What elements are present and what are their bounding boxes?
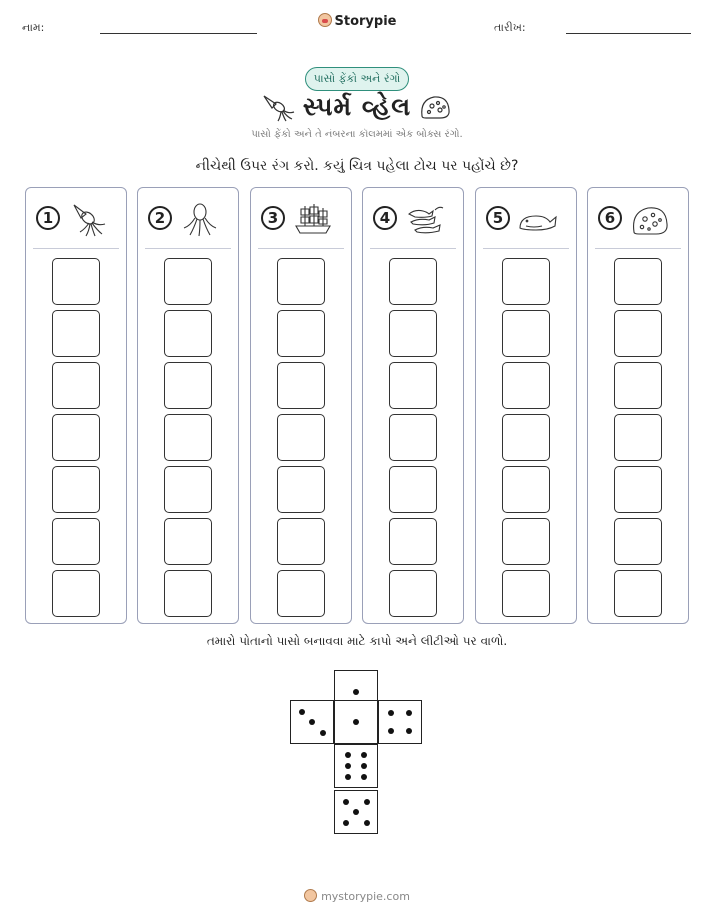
column-1: [25, 187, 127, 624]
footer: [0, 889, 714, 903]
column-header: [36, 202, 118, 238]
die-pip: [353, 719, 359, 725]
octopus-icon: [180, 202, 220, 238]
die-face-center: [334, 700, 378, 744]
column-2: [137, 187, 239, 624]
column-divider: [33, 248, 119, 249]
color-box[interactable]: [502, 414, 550, 461]
color-box[interactable]: [389, 258, 437, 305]
column-number: 2: [148, 206, 172, 230]
die-pip: [345, 774, 351, 780]
color-box[interactable]: [164, 362, 212, 409]
die-pip: [345, 763, 351, 769]
die-face-right: [378, 700, 422, 744]
die-face-below-center: [334, 744, 378, 788]
activity-badge: પાસો ફેંકો અને રંગો: [305, 67, 409, 91]
die-pip: [406, 728, 412, 734]
die-pip: [361, 774, 367, 780]
brand-logo: [0, 13, 714, 29]
column-divider: [370, 248, 456, 249]
sperm-whale-icon: [518, 202, 558, 238]
die-pip: [364, 799, 370, 805]
die-pip: [353, 689, 359, 695]
color-box[interactable]: [502, 570, 550, 617]
column-header: [373, 202, 455, 238]
die-pip: [299, 709, 305, 715]
die-pip: [361, 752, 367, 758]
column-number: 4: [373, 206, 397, 230]
column-number: 6: [598, 206, 622, 230]
color-box[interactable]: [389, 414, 437, 461]
color-box[interactable]: [502, 258, 550, 305]
color-box[interactable]: [614, 414, 662, 461]
worksheet-title: સ્પર્મ વ્હેલ: [302, 92, 412, 121]
die-pip: [309, 719, 315, 725]
color-box[interactable]: [389, 570, 437, 617]
color-box[interactable]: [277, 466, 325, 513]
color-box[interactable]: [277, 362, 325, 409]
color-box[interactable]: [52, 414, 100, 461]
color-box[interactable]: [277, 518, 325, 565]
color-box[interactable]: [614, 310, 662, 357]
color-box[interactable]: [164, 258, 212, 305]
whale-pod-icon: [405, 202, 445, 238]
column-divider: [258, 248, 344, 249]
column-4: [362, 187, 464, 624]
column-header: [598, 202, 680, 238]
ambergris-icon: [418, 92, 452, 126]
die-pip: [406, 710, 412, 716]
footer-url[interactable]: mystorypie.com: [321, 890, 410, 903]
die-face-bottom: [334, 790, 378, 834]
column-header: [261, 202, 343, 238]
color-box[interactable]: [389, 310, 437, 357]
column-divider: [483, 248, 569, 249]
column-divider: [595, 248, 681, 249]
bear-icon: [304, 889, 317, 902]
die-pip: [320, 730, 326, 736]
color-box[interactable]: [277, 310, 325, 357]
color-box[interactable]: [502, 362, 550, 409]
color-box[interactable]: [164, 570, 212, 617]
column-number: 5: [486, 206, 510, 230]
die-pip: [388, 710, 394, 716]
bear-icon: [318, 13, 332, 27]
squid-icon: [68, 202, 108, 238]
color-box[interactable]: [52, 362, 100, 409]
die-face-left: [290, 700, 334, 744]
color-box[interactable]: [52, 570, 100, 617]
die-pip: [343, 820, 349, 826]
color-box[interactable]: [389, 518, 437, 565]
color-box[interactable]: [614, 570, 662, 617]
die-pip: [345, 752, 351, 758]
color-box[interactable]: [502, 518, 550, 565]
die-pip: [361, 763, 367, 769]
name-line[interactable]: [100, 33, 257, 34]
brand-name: Storypie: [334, 14, 397, 29]
color-box[interactable]: [502, 466, 550, 513]
color-box[interactable]: [614, 362, 662, 409]
color-box[interactable]: [614, 466, 662, 513]
color-box[interactable]: [164, 310, 212, 357]
name-label: નામ:: [22, 21, 45, 34]
die-pip: [343, 799, 349, 805]
color-box[interactable]: [502, 310, 550, 357]
column-6: [587, 187, 689, 624]
ambergris-icon: [630, 202, 670, 238]
die-pip: [388, 728, 394, 734]
die-pip: [353, 809, 359, 815]
color-box[interactable]: [277, 570, 325, 617]
column-number: 1: [36, 206, 60, 230]
column-divider: [145, 248, 231, 249]
color-box[interactable]: [614, 258, 662, 305]
color-box[interactable]: [164, 414, 212, 461]
column-5: [475, 187, 577, 624]
color-box[interactable]: [52, 466, 100, 513]
color-box[interactable]: [164, 466, 212, 513]
color-box[interactable]: [389, 466, 437, 513]
ship-icon: [293, 202, 333, 238]
worksheet-question: નીચેથી ઉપર રંગ કરો. કયું ચિત્ર પહેલા ટોચ પર પહોંચે છે?: [195, 158, 519, 174]
dice-instruction: તમારો પોતાનો પાસો બનાવવા માટે કાપો અને લીટીઓ પર વાળો.: [206, 634, 508, 648]
column-number: 3: [261, 206, 285, 230]
color-box[interactable]: [277, 414, 325, 461]
color-box[interactable]: [389, 362, 437, 409]
color-box[interactable]: [614, 518, 662, 565]
color-box[interactable]: [277, 258, 325, 305]
die-pip: [364, 820, 370, 826]
color-box[interactable]: [52, 310, 100, 357]
color-box[interactable]: [164, 518, 212, 565]
column-header: [148, 202, 230, 238]
color-box[interactable]: [52, 518, 100, 565]
date-label: તારીખ:: [494, 21, 526, 34]
color-box[interactable]: [52, 258, 100, 305]
date-line[interactable]: [566, 33, 691, 34]
column-header: [486, 202, 568, 238]
worksheet-subtitle: પાસો ફેંકો અને તે નંબરના કૉલમમાં એક બોક્સ રંગો.: [251, 129, 463, 140]
column-3: [250, 187, 352, 624]
